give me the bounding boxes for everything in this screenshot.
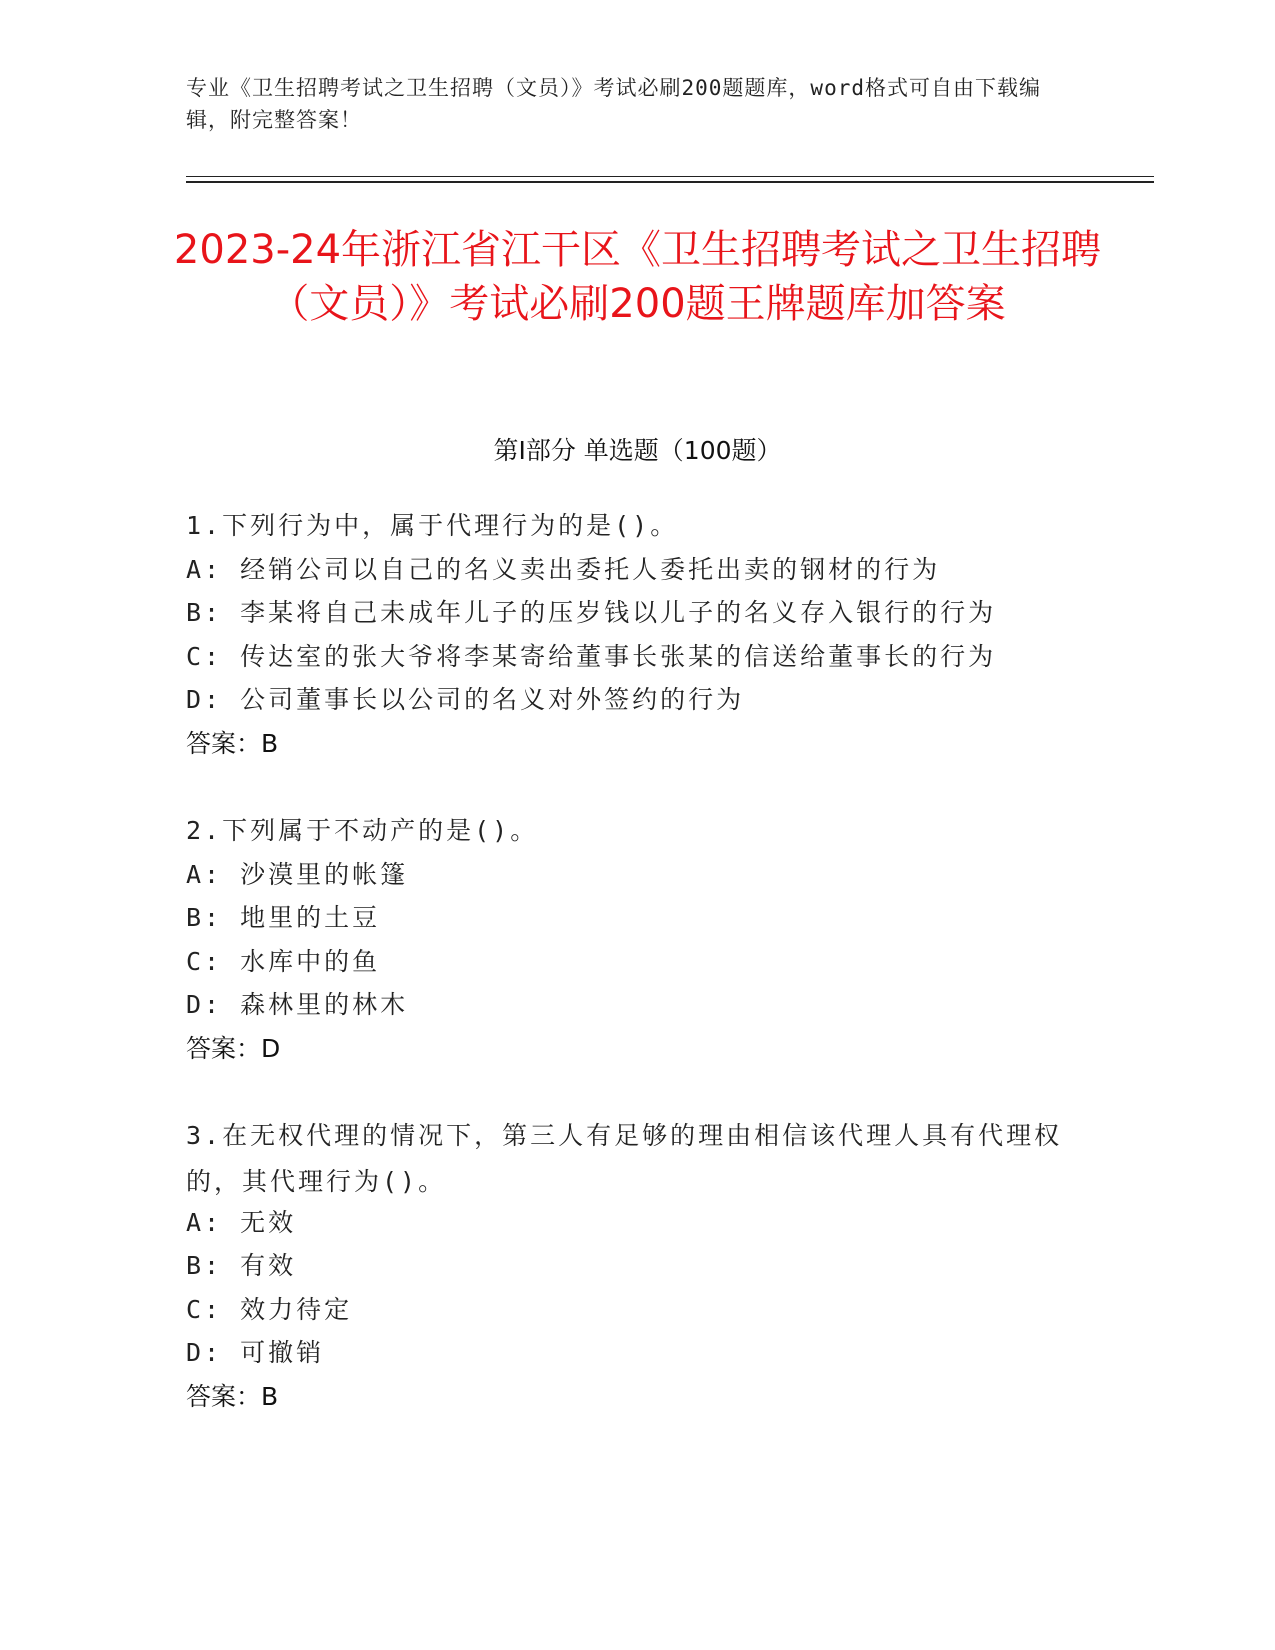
question-3-option-b: B: 有效 <box>186 1251 297 1280</box>
question-2-option-d: D: 森林里的林木 <box>186 990 409 1019</box>
question-1-answer: 答案：B <box>186 729 279 758</box>
question-1-option-b: B: 李某将自己未成年儿子的压岁钱以儿子的名义存入银行的行为 <box>186 598 997 627</box>
question-3-option-a: A: 无效 <box>186 1208 297 1237</box>
question-3-option-d: D: 可撤销 <box>186 1338 325 1367</box>
question-1-option-d: D: 公司董事长以公司的名义对外签约的行为 <box>186 685 745 714</box>
document-title: 2023-24年浙江省江干区《卫生招聘考试之卫生招聘（文员）》考试必刷200题王牌题库加答案 <box>173 227 1102 327</box>
header-note: 专业《卫生招聘考试之卫生招聘（文员）》考试必刷200题题库，word格式可自由下载编辑，附完整答案！ <box>186 76 1041 132</box>
question-2-option-b: B: 地里的土豆 <box>186 903 381 932</box>
question-2-option-a: A: 沙漠里的帐篷 <box>186 860 409 889</box>
question-3-stem: 3.在无权代理的情况下，第三人有足够的理由相信该代理人具有代理权的，其代理行为()。 <box>186 1121 1063 1196</box>
question-2-stem: 2.下列属于不动产的是()。 <box>186 816 539 845</box>
header-divider-bottom <box>186 181 1154 183</box>
question-1-option-c: C: 传达室的张大爷将李某寄给董事长张某的信送给董事长的行为 <box>186 642 997 671</box>
question-3-option-c: C: 效力待定 <box>186 1295 353 1324</box>
section-title: 第Ⅰ部分 单选题（100题） <box>493 436 782 465</box>
question-1-stem: 1.下列行为中，属于代理行为的是()。 <box>186 511 679 540</box>
question-1-option-a: A: 经销公司以自己的名义卖出委托人委托出卖的钢材的行为 <box>186 555 941 584</box>
question-3-answer: 答案：B <box>186 1382 279 1411</box>
header-divider-top <box>186 176 1154 177</box>
question-2-option-c: C: 水库中的鱼 <box>186 947 381 976</box>
question-2-answer: 答案：D <box>186 1034 281 1063</box>
